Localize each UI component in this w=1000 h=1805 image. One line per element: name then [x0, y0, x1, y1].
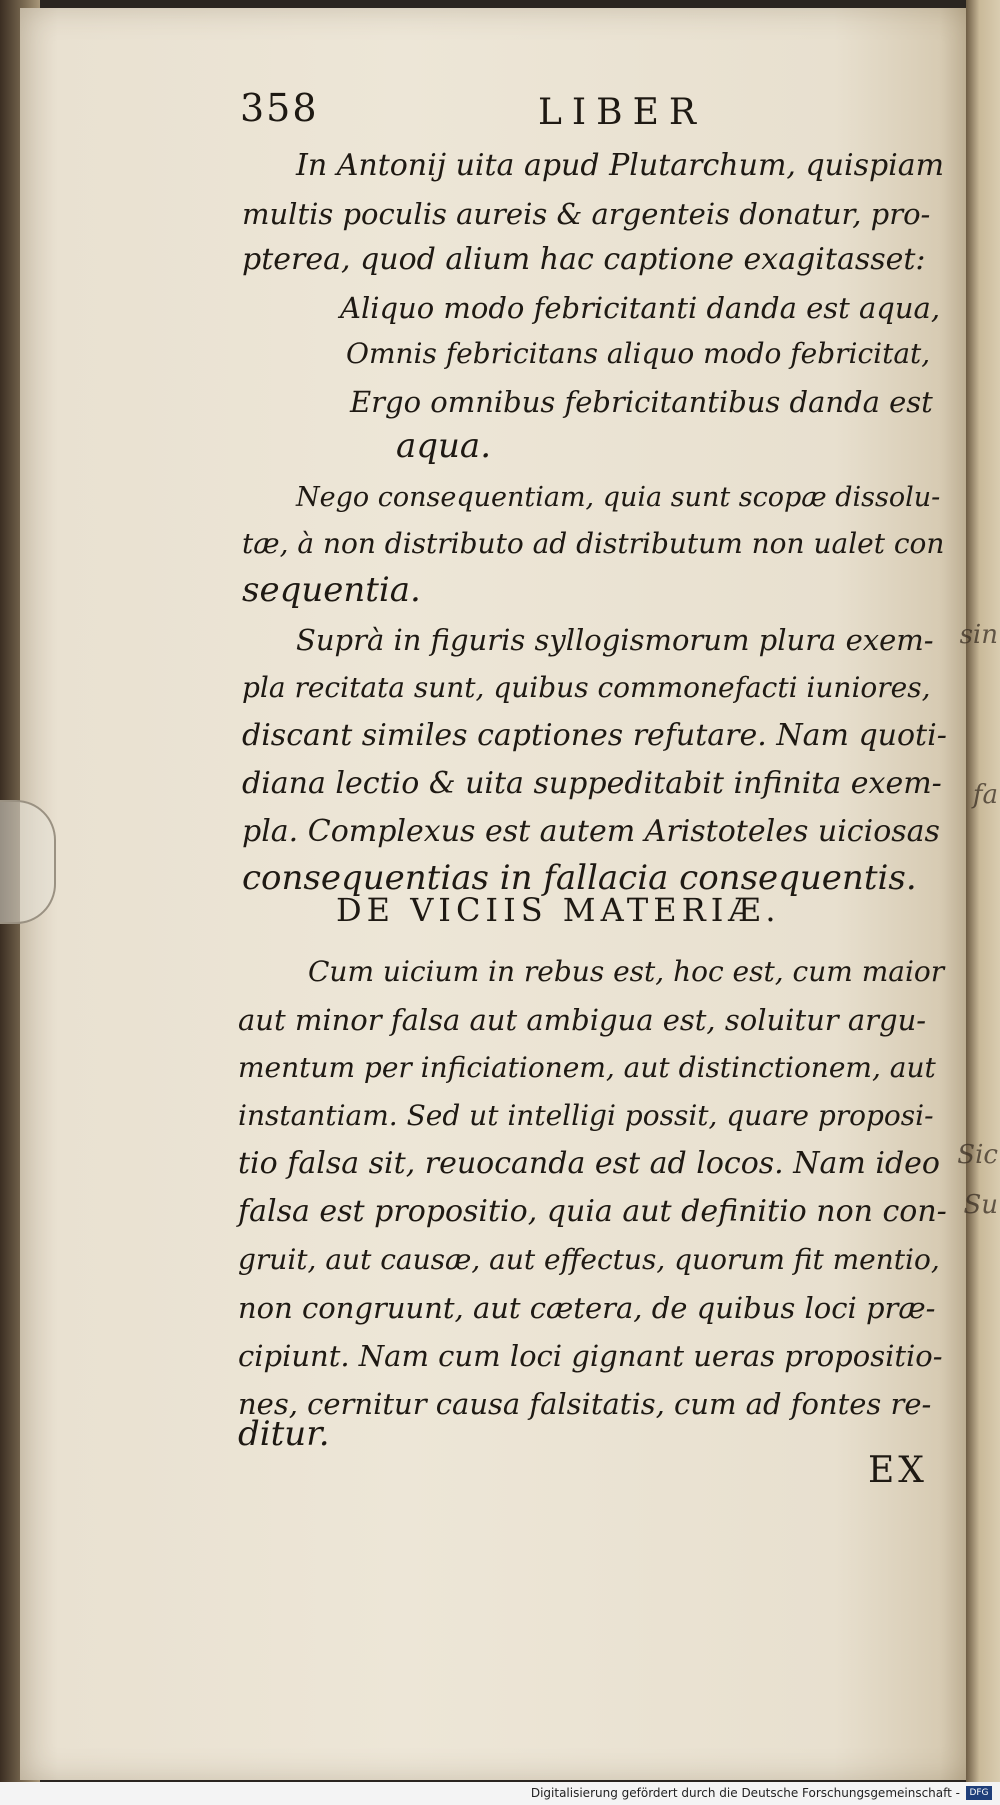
- text-line: aut minor falsa aut ambigua est, soluitur argu-: [238, 1003, 927, 1037]
- text-line: ditur.: [238, 1414, 330, 1454]
- text-line: pla. Complexus est autem Aristoteles uiciosas: [242, 814, 940, 849]
- edge-fragment: Su: [963, 1190, 998, 1220]
- digitization-note: Digitalisierung gefördert durch die Deutsche Forschungsgemeinschaft -: [530, 1786, 960, 1800]
- text-line: sequentia.: [242, 570, 421, 610]
- text-line: tæ, à non distributo ad distributum non ualet con: [242, 527, 945, 560]
- text-line: Nego consequentiam, quia sunt scopæ dissolu-: [296, 482, 941, 513]
- text-line: falsa est propositio, quia aut definitio non con-: [238, 1194, 947, 1229]
- catchword: EX: [868, 1450, 928, 1491]
- dfg-logo: DFG: [966, 1786, 992, 1800]
- page-number: 358: [240, 86, 319, 130]
- edge-fragment: sin: [959, 620, 998, 650]
- text-line: Ergo omnibus febricitantibus danda est: [350, 385, 933, 419]
- text-line: diana lectio & uita suppeditabit infinita exem-: [242, 766, 942, 801]
- text-line: Omnis febricitans aliquo modo febricitat,: [346, 337, 931, 370]
- text-line: instantiam. Sed ut intelligi possit, quare proposi-: [238, 1099, 934, 1132]
- text-line: In Antonij uita apud Plutarchum, quispiam: [296, 148, 945, 183]
- text-line: non congruunt, aut cætera, de quibus loci præ-: [238, 1291, 936, 1325]
- text-line: nes, cernitur causa falsitatis, cum ad fontes re-: [238, 1387, 932, 1421]
- text-line: gruit, aut causæ, aut effectus, quorum fit mentio,: [238, 1243, 940, 1276]
- text-line: consequentias in fallacia consequentis.: [242, 858, 917, 898]
- text-line: tio falsa sit, reuocanda est ad locos. Nam ideo: [238, 1146, 940, 1181]
- text-line: aqua.: [396, 426, 492, 466]
- book-right-edge: [957, 0, 1000, 1805]
- edge-fragment: Sic: [957, 1140, 998, 1170]
- page-clip: [0, 800, 56, 924]
- text-line: discant similes captiones refutare. Nam quoti-: [242, 718, 947, 753]
- edge-fragment: fa: [972, 780, 998, 810]
- text-line: mentum per inficiationem, aut distinctionem, aut: [238, 1051, 936, 1084]
- text-line: Suprà in figuris syllogismorum plura exem-: [296, 623, 934, 657]
- text-line: Cum uicium in rebus est, hoc est, cum maior: [308, 955, 945, 988]
- text-line: pterea, quod alium hac captione exagitasset:: [242, 242, 926, 277]
- section-heading: DE VICIIS MATERIÆ.: [336, 891, 781, 929]
- text-line: multis poculis aureis & argenteis donatur, pro-: [242, 197, 931, 231]
- text-line: Aliquo modo febricitanti danda est aqua,: [340, 291, 941, 325]
- running-head: LIBER: [538, 92, 706, 133]
- text-line: cipiunt. Nam cum loci gignant ueras propositio-: [238, 1339, 943, 1373]
- text-line: pla recitata sunt, quibus commonefacti iuniores,: [242, 671, 931, 704]
